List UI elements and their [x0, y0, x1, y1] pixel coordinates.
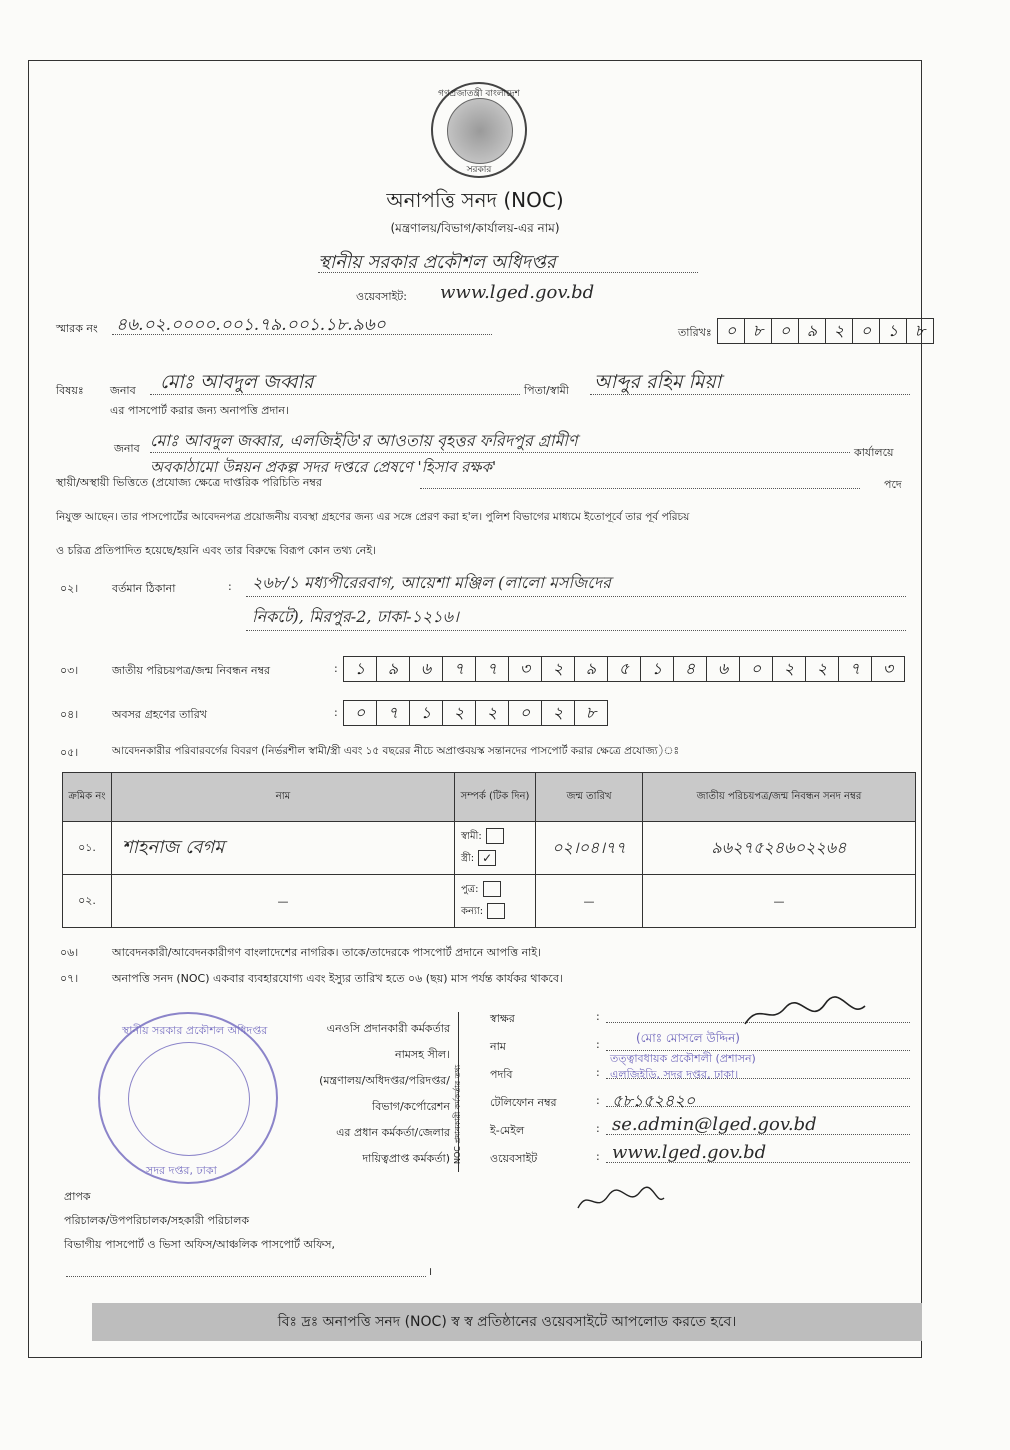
subject-label: বিষয়ঃ — [56, 384, 84, 397]
nid-digit: ০ — [739, 656, 773, 682]
row-relation — [455, 875, 536, 928]
para-line2-suffix: পদে — [884, 478, 902, 491]
retire-digit: ২ — [541, 700, 575, 726]
initials-scribble — [570, 1178, 670, 1222]
father-name: আব্দুর রহিম মিয়া — [594, 371, 722, 393]
document-subtitle: (মন্ত্রণালয়/বিভাগ/কার্যালয়-এর নাম) — [390, 221, 560, 235]
para-janab: জনাব — [114, 442, 140, 455]
colon: : — [596, 1094, 600, 1107]
officer-email: se.admin@lged.gov.bd — [612, 1114, 817, 1135]
item05-num: ০৫। — [60, 746, 79, 759]
nid-digit: ৭ — [475, 656, 509, 682]
applicant-name: মোঃ আবদুল জব্বার — [160, 371, 314, 393]
stamp-inner-ring — [128, 1042, 250, 1156]
row-name: — — [112, 875, 455, 928]
officer-line: দায়িত্বপ্রাপ্ত কর্মকর্তা) — [362, 1152, 450, 1165]
date-digit: ২ — [825, 318, 853, 344]
header-dob: জন্ম তারিখ — [536, 773, 643, 822]
item06-num: ০৬। — [60, 946, 79, 959]
para-hand-line1: মোঃ আবদুল জব্বার, এলজিইডি'র আওতায় বৃহত্তর ফরিদপুর গ্রামীণ — [150, 431, 578, 450]
date-digit: ১ — [879, 318, 907, 344]
colon: : — [596, 1066, 600, 1079]
relation-daughter-label: কন্যা: — [461, 906, 484, 917]
nid-digit: ১ — [343, 656, 377, 682]
officer-designation: তত্ত্বাবধায়ক প্রকৌশলী (প্রশাসন) — [610, 1052, 756, 1065]
row-serial: ০২. — [63, 875, 112, 928]
field-label-name: নাম — [490, 1040, 506, 1053]
row-dob: — — [536, 875, 643, 928]
nid-digit: ৩ — [508, 656, 542, 682]
family-table — [62, 772, 916, 928]
item03-colon: : — [334, 662, 338, 675]
nid-digit: ২ — [541, 656, 575, 682]
field-label-phone: টেলিফোন নম্বর — [490, 1096, 557, 1109]
field-label-designation: পদবি — [490, 1068, 513, 1081]
wife-checkbox[interactable]: ✓ — [478, 850, 496, 866]
item02-label: বর্তমান ঠিকানা — [112, 582, 176, 595]
document-title: অনাপত্তি সনদ (NOC) — [386, 188, 564, 212]
officer-line: (মন্ত্রণালয়/অধিদপ্তর/পরিদপ্তর/ — [319, 1074, 450, 1087]
son-checkbox[interactable] — [483, 881, 501, 897]
para-line3: নিযুক্ত আছেন। তার পাসপোর্টের আবেদনপত্র প্রয়োজনীয় ব্যবস্থা গ্রহণের জন্য এর সঙ্গে প্রেরণ করা হ'ল। পুলিশ বিভাগের মাধ্যমে ইতোপূর্বে তার পূর্ব পরিচয় — [56, 511, 690, 523]
nid-digit: ৪ — [673, 656, 707, 682]
seal-bottom-text: সরকার — [466, 165, 492, 175]
stamp-top-text: স্থানীয় সরকার প্রকৌশল অধিদপ্তর — [122, 1024, 268, 1037]
date-label: তারিখঃ — [678, 326, 712, 339]
website-label: ওয়েবসাইট: — [356, 290, 407, 303]
office-name: স্থানীয় সরকার প্রকৌশল অধিদপ্তর — [318, 252, 556, 273]
retire-digit: ৭ — [376, 700, 410, 726]
colon: : — [596, 1150, 600, 1163]
item04-colon: : — [334, 706, 338, 719]
retire-digit: ০ — [508, 700, 542, 726]
officer-line: এনওসি প্রদানকারী কর্মকর্তার — [326, 1022, 450, 1035]
officer-name: (মোঃ মোসলে উদ্দিন) — [636, 1031, 740, 1045]
date-digit: ০ — [852, 318, 880, 344]
item06-text: আবেদনকারী/আবেদনকারীগণ বাংলাদেশের নাগরিক। তাকে/তাদেরকে পাসপোর্ট প্রদানে আপত্তি নাই। — [112, 946, 542, 959]
header-relation: সম্পর্ক (টিক দিন) — [455, 773, 536, 822]
date-digit: ৮ — [906, 318, 934, 344]
header-serial: ক্রমিক নং — [63, 773, 112, 822]
nid-digit: ৭ — [838, 656, 872, 682]
nid-digit: ৩ — [871, 656, 905, 682]
seal-emblem — [447, 98, 513, 164]
signature-scribble — [740, 996, 870, 1032]
relation-husband-label: স্বামী: — [461, 831, 482, 842]
item03-num: ০৩। — [60, 664, 79, 677]
officer-phone: ৫৮১৫২৪২০ — [612, 1091, 696, 1110]
header-name: নাম — [112, 773, 455, 822]
nid-digit: ৫ — [607, 656, 641, 682]
seal-arc-text: গণপ্রজাতন্ত্রী বাংলাদেশ — [438, 89, 520, 99]
nid-digit: ৯ — [574, 656, 608, 682]
colon: : — [596, 1122, 600, 1135]
nid-digit: ২ — [805, 656, 839, 682]
retirement-date-boxes — [344, 700, 608, 726]
row-dob: ০২।০৪।৭৭ — [536, 822, 643, 875]
header-nid: জাতীয় পরিচয়পত্র/জন্ম নিবন্ধন সনদ নম্বর — [643, 773, 916, 822]
field-label-signature: স্বাক্ষর — [490, 1012, 515, 1025]
recipient-line3: । — [428, 1265, 433, 1278]
husband-checkbox[interactable] — [486, 828, 504, 844]
retire-digit: ২ — [475, 700, 509, 726]
nid-digit: ৭ — [442, 656, 476, 682]
row-nid: — — [643, 875, 916, 928]
para-line4: ও চরিত্র প্রতিপাদিত হয়েছে/হয়নি এবং তার বিরুদ্ধে বিরূপ কোন তথ্য নেই। — [56, 544, 376, 557]
officer-website: www.lged.gov.bd — [612, 1142, 767, 1163]
date-digit: ০ — [717, 318, 745, 344]
vertical-noc-label: NOC প্রদানকারী কর্মকর্তার তথ্য — [453, 1064, 462, 1164]
daughter-checkbox[interactable] — [487, 903, 505, 919]
website-value: www.lged.gov.bd — [440, 282, 595, 303]
item02-num: ০২। — [60, 582, 79, 595]
row-serial: ০১. — [63, 822, 112, 875]
officer-line: বিভাগ/কর্পোরেশন — [372, 1100, 450, 1113]
retire-digit: ০ — [343, 700, 377, 726]
office-seal-stamp — [98, 1012, 278, 1184]
table-row — [63, 875, 916, 928]
address-line2: নিকটে), মিরপুর-2, ঢাকা-১২১৬। — [252, 607, 459, 626]
date-digit: ০ — [771, 318, 799, 344]
field-label-email: ই-মেইল — [490, 1124, 525, 1137]
nid-digit: ২ — [772, 656, 806, 682]
government-seal — [431, 82, 527, 178]
officer-line: এর প্রধান কর্মকর্তা/জেলার — [336, 1126, 450, 1139]
nid-digit: ৯ — [376, 656, 410, 682]
recipient-line2: বিভাগীয় পাসপোর্ট ও ভিসা অফিস/আঞ্চলিক পাসপোর্ট অফিস, — [64, 1238, 335, 1251]
para-line2-prefix: স্থায়ী/অস্থায়ী ভিত্তিতে (প্রযোজ্য ক্ষেত্রে দাপ্তরিক পরিচিতি নম্বর — [56, 476, 322, 489]
row-name: শাহনাজ বেগম — [112, 822, 455, 875]
officer-office: এলজিইডি, সদর দপ্তর, ঢাকা। — [610, 1068, 739, 1081]
row-relation — [455, 822, 536, 875]
stamp-bottom-text: সদর দপ্তর, ঢাকা — [146, 1164, 217, 1177]
subject-line2: এর পাসপোর্ট করার জন্য অনাপত্তি প্রদান। — [110, 404, 289, 417]
retire-digit: ১ — [409, 700, 443, 726]
item05-text: আবেদনকারীর পরিবারবর্গের বিবরণ (নির্ভরশীল স্বামী/স্ত্রী এবং ১৫ বছরের নীচে অপ্রাপ্তবয়স্ক সন্তানদের পাসপোর্ট করার ক্ষেত্রে প্রযোজ্য)ঃ — [112, 745, 680, 757]
item07-text: অনাপত্তি সনদ (NOC) একবার ব্যবহারযোগ্য এবং ইস্যুর তারিখ হতে ০৬ (ছয়) মাস পর্যন্ত কার্যকর থাকবে। — [112, 972, 563, 985]
officer-line: নামসহ সীল। — [395, 1048, 450, 1061]
table-row — [63, 822, 916, 875]
subject-janab: জনাব — [110, 384, 136, 397]
item03-label: জাতীয় পরিচয়পত্র/জন্ম নিবন্ধন নম্বর — [112, 664, 271, 677]
row-nid: ৯৬২৭৫২৪৬০২২৬৪ — [643, 822, 916, 875]
relation-son-label: পুত্র: — [461, 884, 479, 895]
date-digit: ৯ — [798, 318, 826, 344]
office-word: কার্যালয়ে — [854, 446, 894, 459]
date-boxes — [718, 318, 934, 344]
nid-digit: ৬ — [706, 656, 740, 682]
item07-num: ০৭। — [60, 972, 79, 985]
father-label: পিতা/স্বামী — [524, 384, 569, 397]
nid-digit: ৬ — [409, 656, 443, 682]
retire-digit: ২ — [442, 700, 476, 726]
item04-label: অবসর গ্রহণের তারিখ — [112, 708, 207, 721]
retire-digit: ৮ — [574, 700, 608, 726]
address-line1: ২৬৮/১ মধ্যপীরেরবাগ, আয়েশা মঞ্জিল (লালো মসজিদের — [252, 573, 611, 592]
colon: : — [596, 1038, 600, 1051]
item02-colon: : — [228, 580, 232, 593]
recipient-line1: পরিচালক/উপপরিচালক/সহকারী পরিচালক — [64, 1214, 250, 1227]
table-header-row — [63, 773, 916, 822]
memo-label: স্মারক নং — [56, 322, 98, 335]
item04-num: ০৪। — [60, 708, 79, 721]
relation-wife-label: স্ত্রী: — [461, 853, 475, 864]
memo-value: ৪৬.০২.০০০০.০০১.৭৯.০০১.১৮.৯৬০ — [116, 315, 386, 335]
colon: : — [596, 1010, 600, 1023]
field-label-website: ওয়েবসাইট — [490, 1152, 538, 1165]
nid-digit: ১ — [640, 656, 674, 682]
date-digit: ৮ — [744, 318, 772, 344]
recipient-label: প্রাপক — [64, 1190, 91, 1203]
footer-note: বিঃ দ্রঃ অনাপত্তি সনদ (NOC) স্ব স্ব প্রতিষ্ঠানের ওয়েবসাইটে আপলোড করতে হবে। — [92, 1303, 922, 1341]
para-hand-line2: অবকাঠামো উন্নয়ন প্রকল্প সদর দপ্তরে প্রেষণে 'হিসাব রক্ষক' — [150, 458, 497, 476]
nid-boxes — [344, 656, 905, 682]
